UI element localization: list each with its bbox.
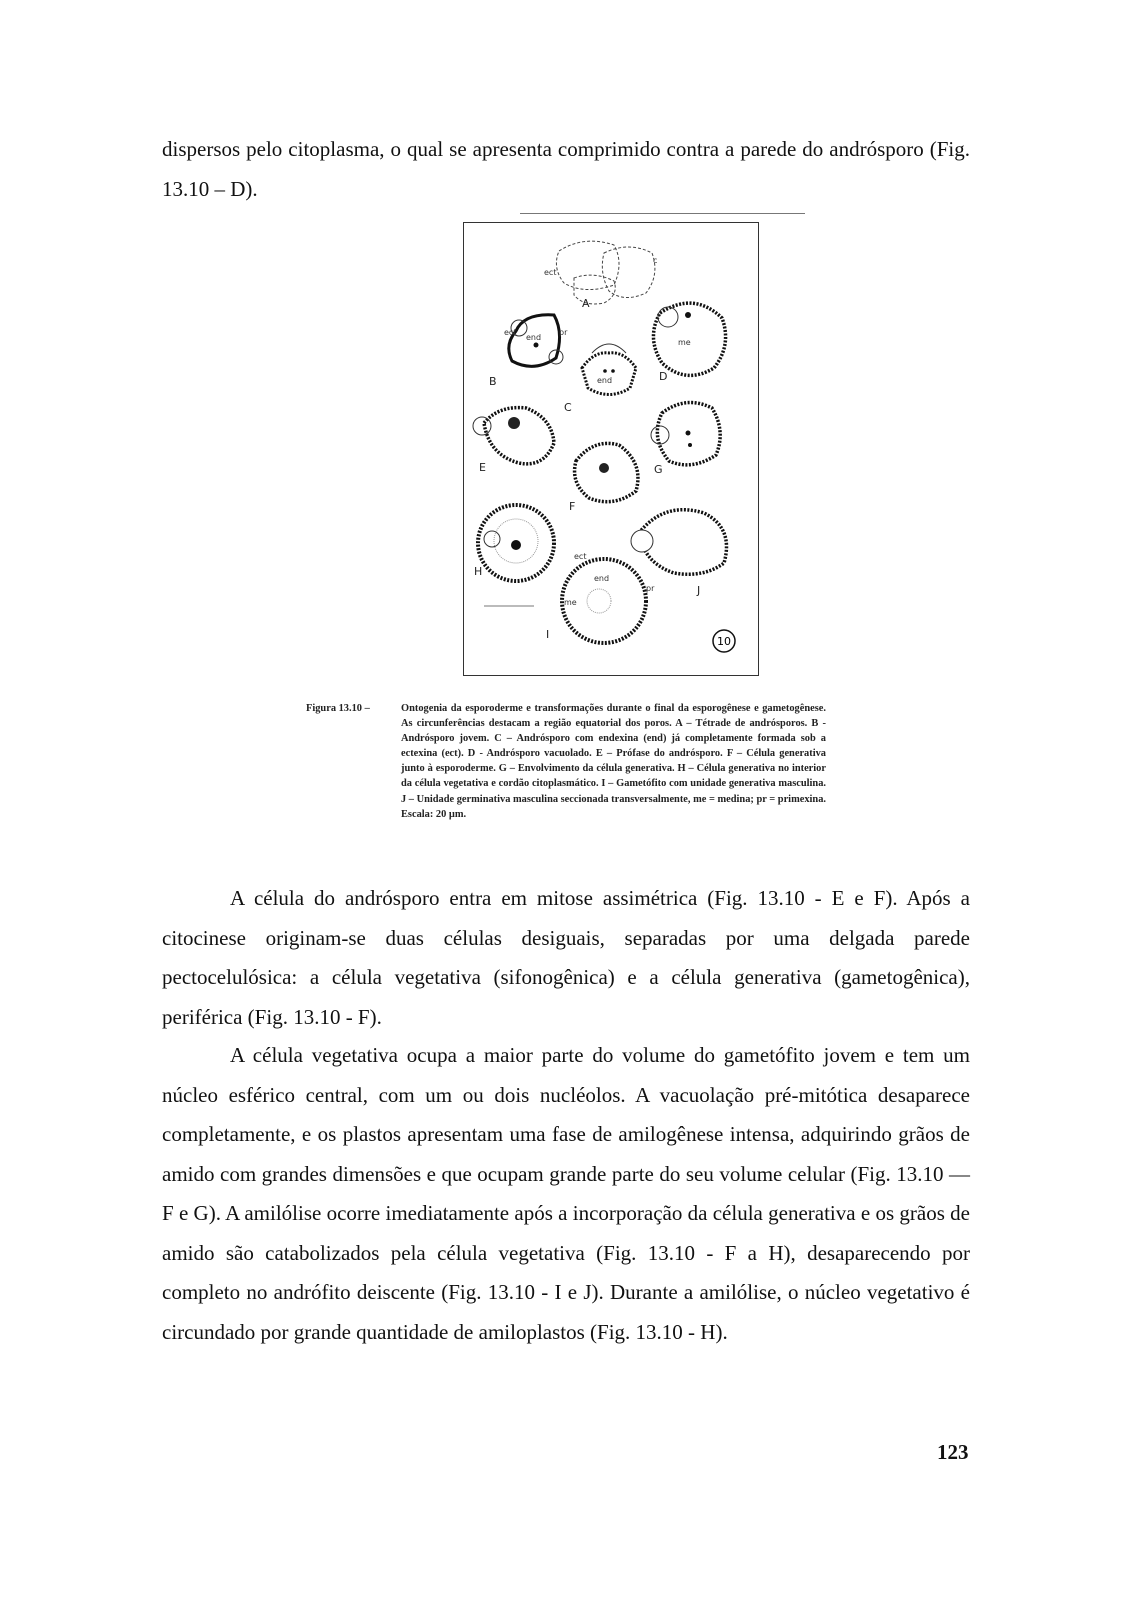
panel-label-g: G xyxy=(654,463,663,476)
panel-label-c: C xyxy=(564,401,572,414)
panel-h-generative-inside xyxy=(478,505,554,581)
figure-caption-text: Ontogenia da esporoderme e transformações durante o final da esporogênese e gametogênese. As circunferências destacam a região equatorial dos poros. A – Tétrade de andrósporos. B - Andrósporo jovem. C – Andrósporo com endexina (end) já completamente formada sob a ectexina (ect). D - Andrósporo vacuolado. E – Prófase do andrósporo. F – Célula generativa junto à esporoderme. G – Envolvimento da célula generativa. H – Célula generativa no interior da célula vegetativa e cordão citoplasmático. I – Gametófito com unidade generativa masculina. J – Unidade germinativa masculina seccionada transversalmente, me = medina; pr = primexina. Escala: 20 µm. xyxy=(401,703,826,820)
paragraph-mitosis: A célula do andrósporo entra em mitose assimétrica (Fig. 13.10 - E e F). Após a citocinese originam-se duas células desiguais, separadas por uma delgada parede pectocelulósica: a célula vegetativa (sifonogênica) e a célula generativa (gametogênica), periférica (Fig. 13.10 - F). xyxy=(162,886,970,1029)
annotation-ect-a: ect xyxy=(544,268,557,277)
figure-number-badge-text: 10 xyxy=(717,635,731,648)
paragraph-vegetative-cell: A célula vegetativa ocupa a maior parte do volume do gametófito jovem e tem um núcleo esférico central, com um ou dois nucléolos. A vacuolação pré-mitótica desaparece completamente, e os plastos apresentam uma fase de amilogênese intensa, adquirindo grãos de amido com grandes dimensões e que ocupam grande parte do seu volume celular (Fig. 13.10 — F e G). A amilólise ocorre imediatamente após a incorporação da célula generativa e os grãos de amido são catabolizados pela célula vegetativa (Fig. 13.10 - F a H), desaparecendo por completo no andrófito deiscente (Fig. 13.10 - I e J). Durante a amilólise, o núcleo vegetativo é circundado por grande quantidade de amiloplastos (Fig. 13.10 - H). xyxy=(162,1043,970,1344)
annotation-me-i: me xyxy=(564,598,577,607)
annotation-end-b: end xyxy=(526,333,542,342)
figure-caption-label: Figura 13.10 – xyxy=(306,703,370,714)
panel-label-a: A xyxy=(582,297,590,310)
panel-f-generative-cell xyxy=(575,443,638,501)
panel-label-i: I xyxy=(546,628,550,641)
panel-label-b: B xyxy=(489,375,497,388)
panel-j-germinative-unit xyxy=(631,510,727,575)
pollen-ontogeny-drawing xyxy=(464,223,757,674)
panel-label-h: H xyxy=(474,565,483,578)
panel-a-tetrad xyxy=(556,241,654,304)
annotation-c: c xyxy=(653,256,658,265)
annotation-pr-b: pr xyxy=(559,328,568,337)
annotation-end-i: end xyxy=(594,574,610,583)
panel-label-f: F xyxy=(569,500,576,513)
panel-label-e: E xyxy=(479,461,486,474)
figure-caption xyxy=(306,701,826,822)
panel-label-d: D xyxy=(659,370,668,383)
page-number: 123 xyxy=(937,1440,969,1464)
panel-label-j: J xyxy=(697,584,701,597)
figure-top-rule xyxy=(520,213,805,214)
annotation-ect-i: ect xyxy=(574,552,587,561)
panel-c-androspore xyxy=(582,344,636,395)
paragraph-continuation: dispersos pelo citoplasma, o qual se apresenta comprimido contra a parede do andrósporo (Fig. 13.10 – D). xyxy=(162,137,970,201)
annotation-pr-i: pr xyxy=(646,584,655,593)
annotation-ect-b: ect xyxy=(504,328,517,337)
annotation-end-c: end xyxy=(597,376,613,385)
annotation-me-d: me xyxy=(678,338,691,347)
panel-g-envelopment xyxy=(651,403,720,465)
panel-e-prophase xyxy=(473,408,554,464)
figure-13-10 xyxy=(463,222,759,676)
